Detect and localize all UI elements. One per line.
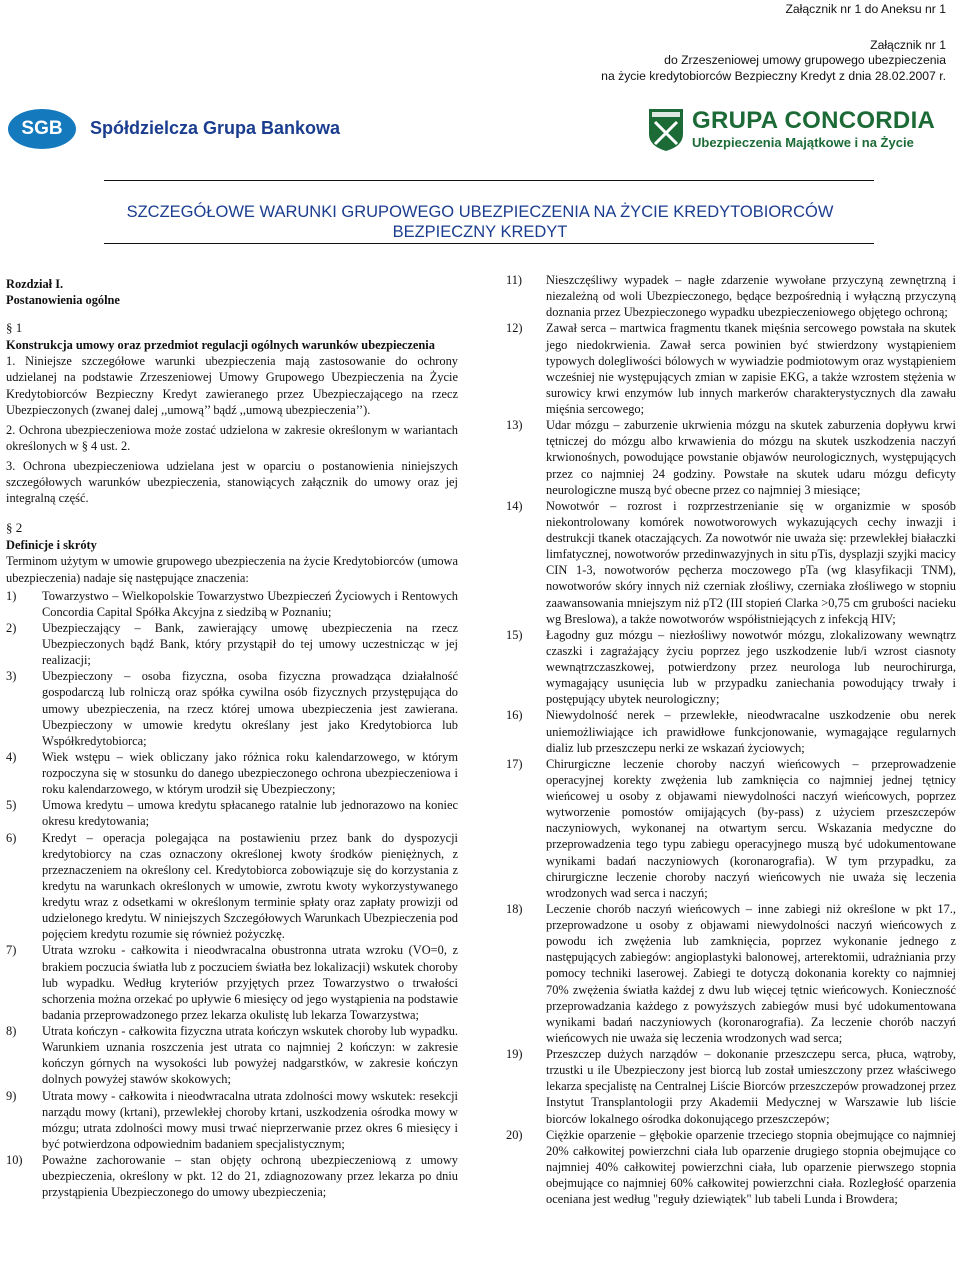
section-2-heading: Definicje i skróty: [6, 538, 97, 553]
definition-item: [506, 272, 956, 320]
right-column: [506, 272, 956, 1207]
section-1-mark: § 1: [6, 320, 23, 336]
sgb-name: Spółdzielcza Grupa Bankowa: [90, 118, 341, 139]
divider-bottom: [104, 243, 874, 244]
definition-number: 15): [506, 627, 523, 642]
definition-text: Ubezpieczający – Bank, zawierający umowę ubezpieczenia na rzecz Ubezpieczonych bądź Bank, który przystąpił do tej umowy uczestnicząc w jej realizacji;: [42, 620, 458, 668]
definition-item: [506, 320, 956, 417]
definition-item: [6, 942, 458, 1023]
definition-text: Nowotwór – rozrost i rozprzestrzenianie się w organizmie w sposób niekontrolowany komórek nowotworowych wykazujących cechy inwazji i destrukcji tkanek otaczających. Za nowotwór nie uważa się: przewlekłej białaczki limfatycznej, nowotworów przedinwazyjnych in situ pTis, dysplazji szyjki macicy CIN 1-3, nowotworów pęcherza moczowego pTa (wg klasyfikacji TNM), nowotworów skóry innych niż czerniak złośliwy, czerniaka złośliwego w stopniu zaawansowania mniejszym niż pT2 (III stopień Clarka >0,75 cm grubości nacieku wg Breslowa), a także nowotworów współistniejących z infekcją HIV;: [546, 498, 956, 626]
definition-number: 16): [506, 708, 523, 723]
definition-text: Przeszczep dużych narządów – dokonanie przeszczepu serca, płuca, wątroby, trzustki u ile Ubezpieczony jest biorcą lub został umieszczony przez właściwego lekarza specjalistę na Centralnej Liście Biorców przeszczepów prowadzonej przez Instytut Transplantologii przy Akademii Medycznej w Warszawie lub liście biorców lokalnego ośrodka dokonującego przeszczepów;: [546, 1047, 956, 1126]
chapter-title: Postanowienia ogólne: [6, 293, 120, 308]
definition-text: Niewydolność nerek – przewlekłe, nieodwracalne uszkodzenie obu nerek uniemożliwiające ich prawidłowe funkcjonowanie, wymagające regularnych dializ lub przeszczepu nerki ze wskazań życiowych;: [546, 708, 956, 755]
definition-item: [6, 620, 458, 668]
definition-number: 2): [6, 620, 17, 635]
definition-item: [6, 1023, 458, 1088]
definition-item: [6, 1152, 458, 1200]
definition-text: Kredyt – operacja polegająca na postawieniu przez bank do dyspozycji kredytobiorcy na czas oznaczony określonej kwoty środków pieniężnych, z przeznaczeniem na określony cel. Kredytobiorca zobowiązuje się do korzystania z kredytu na warunkach określonych w umowie, zwrotu kwoty wykorzystywanego kredytu wraz z odsetkami w określonym terminie spłaty oraz zapłaty prowizji od udzielonego kredytu. W niniejszych Szczegółowych Warunkach Ubezpieczenia pod pojęciem kredytu rozumie się również pożyczkę.: [42, 830, 459, 942]
definition-item: [6, 668, 458, 749]
definition-text: Chirurgiczne leczenie choroby naczyń wieńcowych – przeprowadzenie operacyjnej korekty zwężenia lub zamknięcia co najmniej jednej tętnicy wieńcowej u osoby z objawami niewydolności naczyń wieńcowych, poprzez wytworzenie pomostów omijających (by-pass) z użyciem przeszczepów naczyniowych, wykonanej na otwartym sercu. Wskazania medyczne do przeprowadzenia tego typu zabiegu operacyjnego muszą być udokumentowane wynikami badań naczyniowych (koronarografia). W tym przypadku, za chirurgiczne leczenie choroby naczyń wieńcowych nie uważa się leczenia wrodzonych wad serca i naczyń;: [546, 756, 956, 900]
definition-number: 17): [506, 756, 523, 771]
definition-text: Utrata mowy - całkowita i nieodwracalna utrata zdolności mowy wskutek: resekcji narządu mowy (krtani), przewlekłej choroby krtani, uszkodzenia ośrodka mowy w mózgu; utrata zdolności mowy musi trwać nieprzerwanie przez okres 6 miesięcy i być potwierdzona odpowiednim badaniem specjalistycznym;: [42, 1088, 458, 1151]
definition-text: Umowa kredytu – umowa kredytu spłacanego ratalnie lub jednorazowo na koniec okresu kredytowania;: [42, 798, 458, 829]
definition-number: 20): [506, 1127, 523, 1142]
section-1-paragraph: 3. Ochrona ubezpieczeniowa udzielana jest w oparciu o postanowienia niniejszych szczegółowych warunków ubezpieczenia, stanowiących załącznik do umowy oraz jej integralną część.: [6, 459, 458, 506]
title-line: BEZPIECZNY KREDYT: [392, 223, 568, 241]
logo-bar: [0, 106, 960, 156]
definition-text: Łagodny guz mózgu – niezłośliwy nowotwór mózgu, zlokalizowany wewnątrz czaszki i zagrażający życiu poprzez jego uszkodzenie lub/i wzrost ciasnoty wewnątrzczaszkowej, potwierdzony przez neurologa lub neurochirurga, wymagający usunięcia lub w przypadku zaniechania powodujący trwały i postępujący ubytek neurologiczny;: [546, 627, 956, 707]
definition-text: Utrata kończyn - całkowita fizyczna utrata kończyn wskutek choroby lub wypadku. Warunkiem uznania roszczenia jest utrata co najmniej 2 kończyn: w zakresie kończyn górnych na wysokości lub powyżej nadgarstków, w zakresie kończyn dolnych powyżej stawów skokowych;: [42, 1024, 458, 1087]
definition-number: 9): [6, 1088, 17, 1103]
section-1-paragraph: 1. Niniejsze szczegółowe warunki ubezpieczenia mają zastosowanie do ochrony udzielanej na podstawie Zrzeszeniowej Umowy Grupowego Ubezpieczenia na Życie Kredytobiorców Bezpieczny Kredyt zawieranego przez Ubezpieczającego na rzecz Ubezpieczonych (zwanej dalej ,,umową’’ bądź ,,umową ubezpieczenia’’).: [6, 354, 458, 417]
sgb-badge: SGB: [8, 109, 76, 149]
definition-text: Leczenie chorób naczyń wieńcowych – inne zabiegi niż określone w pkt 17., przeprowadzone u osoby z objawami niewydolności naczyń wieńcowych z powodu ich zwężenia lub zamknięcia, poprzez wykonanie jednego z następujących zabiegów: angioplastyki balonowej, arterektomii, udrażniania przy pomocy techniki laserowej. Zabiegi te dotyczą dokonania korekty co najmniej 70% zwężenia światła każdej z dwu lub więcej tętnic wieńcowych. Konieczność przeprowadzania każdego z powyższych zabiegów musi być udokumentowana wynikami badań naczyniowych (koronarografia). Za leczenie chorób naczyń wieńcowych nie uważa się leczenia wrodzonych wad serca;: [546, 901, 956, 1045]
definition-item: [506, 1127, 956, 1208]
chapter-label: Rozdział I.: [6, 277, 64, 291]
definition-item: [506, 498, 956, 627]
definition-item: [506, 901, 956, 1046]
definition-number: 14): [506, 498, 523, 513]
definition-item: [506, 627, 956, 708]
definition-item: [6, 1088, 458, 1153]
definition-item: [6, 588, 458, 620]
definition-text: Utrata wzroku - całkowita i nieodwracalna obustronna utrata wzroku (VO=0, z brakiem poczucia światła lub z poczuciem światła bez lokalizacji) wskutek choroby lub wypadku. Według kryteriów przyjętych przez Towarzystwo o trwałości schorzenia można orzekać po upływie 6 miesięcy od jego wystąpienia na podstawie badania przeprowadzonego przez lekarza okulistę lub lekarza Towarzystwa;: [42, 943, 458, 1022]
definition-number: 5): [6, 798, 17, 813]
divider-top: [104, 180, 874, 181]
definitions-list-right: [506, 272, 956, 1207]
definition-text: Nieszczęśliwy wypadek – nagłe zdarzenie wywołane przyczyną zewnętrzną i niezależną od woli Ubezpieczonego, będące bezpośrednią i wyłączną przyczyną doznania przez Ubezpieczonego wypadku ubezpieczeniowego objętego ochroną;: [546, 273, 956, 320]
left-column: [6, 276, 458, 1200]
definition-item: [506, 417, 956, 498]
sgb-logo: [8, 109, 340, 149]
definition-number: 8): [6, 1024, 17, 1039]
concordia-shield-icon: [648, 108, 684, 152]
section-2-mark: § 2: [6, 520, 23, 536]
title-line: SZCZEGÓŁOWE WARUNKI GRUPOWEGO UBEZPIECZENIA NA ŻYCIE KREDYTOBIORCÓW: [126, 203, 834, 221]
definition-text: Ubezpieczony – osoba fizyczna, osoba fizyczna prowadząca działalność gospodarczą lub rolniczą oraz spółka cywilna osób fizycznych przystępująca do umowy ubezpieczenia, na rzecz której umowa ubezpieczenia jest zawierana. Ubezpieczony w umowie kredytu określany jest jako Kredytobiorca lub Współkredytobiorca;: [42, 669, 458, 748]
definition-number: 19): [506, 1047, 523, 1061]
section-1-heading: Konstrukcja umowy oraz przedmiot regulacji ogólnych warunków ubezpieczenia: [6, 338, 435, 353]
definition-text: Poważne zachorowanie – stan objęty ochroną ubezpieczeniową z umowy ubezpieczenia, określony w pkt. 12 do 21, zdiagnozowany przez lekarza po dniu przystąpienia Ubezpieczonego do umowy ubezpieczenia;: [42, 1153, 458, 1200]
definitions-list-left: [6, 588, 458, 1201]
reference-line: do Zrzeszeniowej umowy grupowego ubezpieczenia: [664, 53, 946, 68]
definition-number: 7): [6, 943, 17, 958]
definition-text: Udar mózgu – zaburzenie ukrwienia mózgu na skutek zaburzenia dopływu krwi tętniczej do mózgu albo krwawienia do mózgu na skutek uszkodzenia naczyń krwionośnych, powodujące powstanie objawów neurologicznych, występujących przez co najmniej 24 godziny. Powstałe na skutek udaru mózgu deficyty neurologiczne muszą być obecne przez co najmniej 3 miesiące;: [546, 418, 956, 497]
definition-number: 6): [6, 830, 17, 845]
definition-number: 1): [6, 588, 17, 603]
definition-text: Ciężkie oparzenie – głębokie oparzenie trzeciego stopnia obejmujące co najmniej 20% całkowitej powierzchni ciała lub oparzenie drugiego stopnia obejmujące co najmniej 40% całkowitej powierzchni ciała, lub oparzenie pierwszego stopnia obejmujące co najmniej 60% całkowitej powierzchni ciała. Rozległość oparzenia oceniana jest według "reguły dziewiątek" lub tabeli Lunda i Browdera;: [546, 1127, 956, 1207]
reference-block: [601, 38, 946, 84]
definition-number: 13): [506, 418, 523, 433]
definition-text: Towarzystwo – Wielkopolskie Towarzystwo Ubezpieczeń Życiowych i Rentowych Concordia Capital Spółka Akcyjna z siedzibą w Poznaniu;: [42, 588, 458, 619]
section-1-paragraph: 2. Ochrona ubezpieczeniowa może zostać udzielona w zakresie określonym w wariantach określonych w § 4 ust. 2.: [6, 422, 458, 453]
definition-number: 18): [506, 901, 523, 916]
definition-item: [506, 707, 956, 755]
reference-line: na życie kredytobiorców Bezpieczny Kredyt z dnia 28.02.2007 r.: [601, 68, 946, 83]
definition-number: 3): [6, 669, 17, 684]
concordia-subtitle: Ubezpieczenia Majątkowe i na Życie: [692, 135, 914, 150]
definition-number: 12): [506, 321, 523, 336]
definition-number: 4): [6, 749, 17, 764]
reference-line: Załącznik nr 1: [870, 38, 946, 52]
definition-text: Zawał serca – martwica fragmentu tkanek mięśnia sercowego powstała na skutek jego niedokrwienia. Zawał serca powinien być stwierdzony wystąpieniem typowych dolegliwości bólowych w wywiadzie podmiotowym oraz wystąpieniem wcześniej nie występujących zmian w zapisie EKG, a także wzrostem stężenia w surowicy krwi enzymów lub innych markerów charakterystycznych dla zawału mięśnia sercowego;: [546, 321, 956, 416]
definition-item: [6, 749, 458, 797]
concordia-logo: [648, 108, 935, 152]
definition-number: 10): [6, 1153, 23, 1168]
annex-label: Załącznik nr 1 do Aneksu nr 1: [785, 2, 946, 16]
definition-item: [6, 797, 458, 829]
definition-item: [506, 1046, 956, 1127]
definition-item: [6, 830, 458, 943]
definition-text: Wiek wstępu – wiek obliczany jako różnica roku kalendarzowego, w którym rozpoczyna się w stosunku do danego ubezpieczonego ochrona ubezpieczeniowa i roku kalendarzowego, w którym urodził się Ubezpieczony;: [42, 749, 458, 797]
document-title: [0, 202, 960, 242]
definition-number: 11): [506, 273, 523, 287]
definition-item: [506, 756, 956, 901]
concordia-name: GRUPA CONCORDIA: [692, 107, 936, 134]
section-2-intro: Terminom użytym w umowie grupowego ubezpieczenia na życie Kredytobiorców (umowa ubezpieczenia) nadaje się następujące znaczenia:: [6, 554, 458, 585]
